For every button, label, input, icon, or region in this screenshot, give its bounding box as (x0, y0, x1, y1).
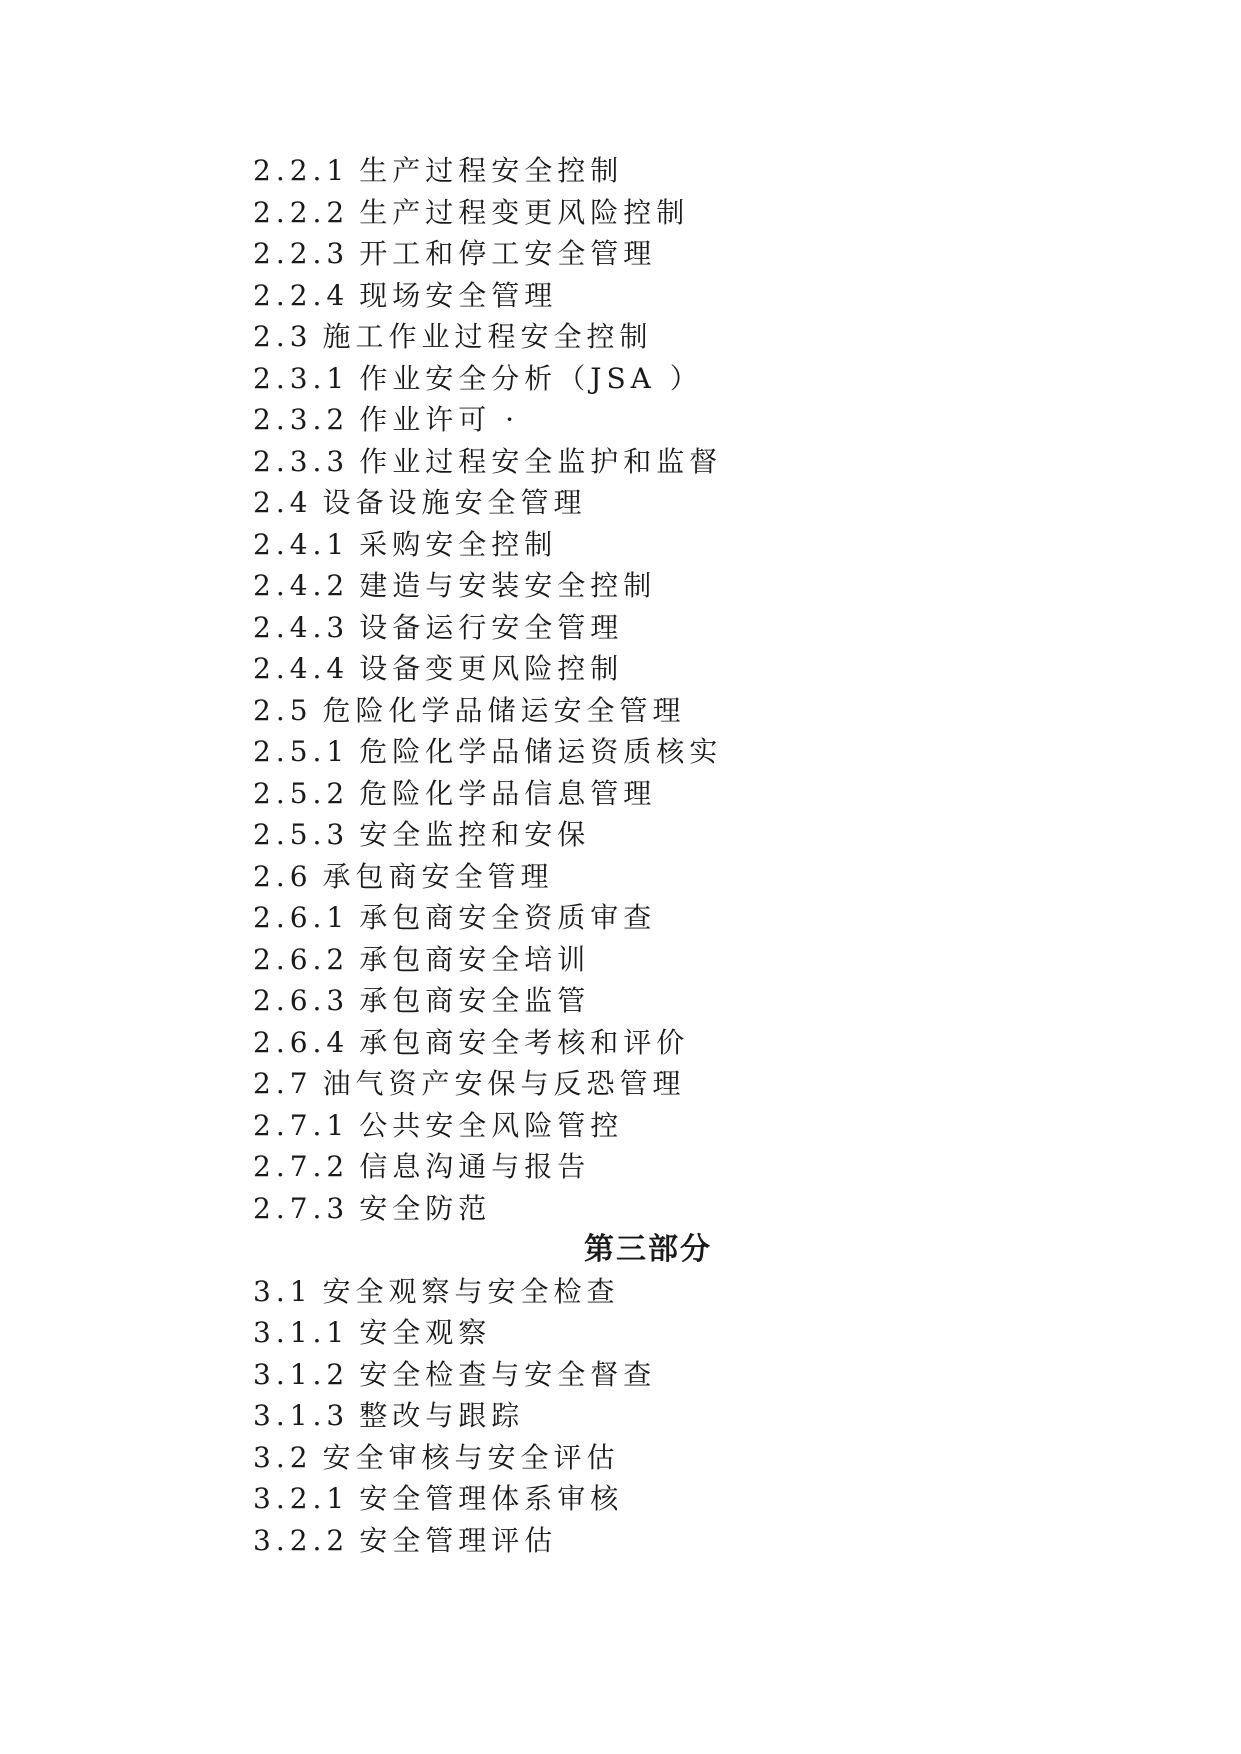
toc-line-number: 3.1 (253, 1274, 313, 1308)
toc-line (253, 1188, 1153, 1230)
toc-line-number: 2.3.2 (253, 403, 350, 436)
toc-line-number: 2.6.4 (253, 1025, 350, 1059)
toc-line (253, 482, 1153, 524)
toc-line (253, 150, 1153, 192)
toc-line (253, 441, 1153, 483)
toc-line (253, 856, 1153, 898)
toc-line-text: 承包商安全监管 (359, 984, 591, 1017)
toc-line-text: 开工和停工安全管理 (359, 237, 657, 270)
table-of-contents (253, 150, 1153, 1561)
toc-line-number: 2.7.1 (253, 1108, 350, 1142)
toc-line-number: 2.6.1 (253, 901, 350, 934)
toc-line (253, 399, 1153, 441)
toc-line (253, 1105, 1153, 1147)
toc-line-text: 作业过程安全监护和监督 (359, 444, 723, 478)
toc-line (253, 980, 1153, 1022)
toc-line-text: 危险化学品储运资质核实 (359, 735, 723, 768)
toc-line (253, 524, 1153, 566)
toc-line-number: 3.1.2 (253, 1357, 350, 1391)
part2-list (253, 150, 1153, 1229)
section-heading-part3: 第三部分 (584, 1232, 712, 1267)
toc-line-text: 建造与安装安全控制 (359, 569, 657, 602)
toc-line (253, 1146, 1153, 1188)
toc-line-text: 施工作业过程安全控制 (322, 320, 653, 353)
toc-line-number: 2.2.2 (253, 195, 350, 229)
toc-line-text: 安全管理体系审核 (359, 1482, 624, 1515)
toc-line-number: 2.2.1 (253, 154, 350, 187)
toc-line-text: 设备变更风险控制 (359, 652, 624, 685)
toc-line-text: 设备运行安全管理 (359, 610, 624, 644)
toc-line-number: 2.6.3 (253, 984, 350, 1017)
toc-line-number: 3.1.1 (253, 1316, 350, 1349)
toc-line (253, 192, 1153, 234)
toc-line-text: 采购安全控制 (359, 527, 558, 561)
toc-line (253, 814, 1153, 856)
toc-line-text: 安全防范 (359, 1191, 492, 1225)
toc-line-number: 2.5 (253, 693, 313, 727)
toc-line (253, 897, 1153, 939)
part3-list (253, 1271, 1153, 1562)
toc-line-text: 作业许可 · (359, 403, 520, 436)
toc-line-text: 生产过程变更风险控制 (359, 195, 690, 229)
toc-line-text: 安全监控和安保 (359, 818, 591, 851)
toc-line (253, 607, 1153, 649)
toc-line (253, 233, 1153, 275)
toc-line-number: 2.5.1 (253, 735, 350, 768)
toc-line (253, 1271, 1153, 1313)
toc-line (253, 939, 1153, 981)
toc-line-text: 安全观察与安全检查 (322, 1274, 620, 1308)
toc-line-text: 生产过程安全控制 (359, 154, 624, 187)
toc-line-number: 2.2.4 (253, 278, 350, 312)
toc-line-text: 设备设施安全管理 (322, 486, 587, 519)
toc-line-number: 2.4 (253, 486, 313, 519)
toc-line-text: 油气资产安保与反恐管理 (322, 1067, 686, 1100)
toc-line-number: 2.6.2 (253, 942, 350, 976)
toc-line-number: 2.6 (253, 859, 313, 893)
toc-line-text: 承包商安全考核和评价 (359, 1025, 690, 1059)
toc-line-number: 2.4.1 (253, 527, 350, 561)
toc-line-number: 2.4.2 (253, 569, 350, 602)
toc-line (253, 1520, 1153, 1562)
toc-line (253, 316, 1153, 358)
toc-line-text: 整改与跟踪 (359, 1399, 525, 1432)
toc-line (253, 648, 1153, 690)
toc-line-text: 危险化学品储运安全管理 (322, 693, 686, 727)
toc-line-number: 3.2 (253, 1440, 313, 1474)
toc-line-number: 2.4.3 (253, 610, 350, 644)
toc-line-text: 安全检查与安全督查 (359, 1357, 657, 1391)
toc-line (253, 1063, 1153, 1105)
toc-line-text: 公共安全风险管控 (359, 1108, 624, 1142)
toc-line (253, 773, 1153, 815)
toc-line-number: 3.2.2 (253, 1523, 350, 1557)
toc-line-text: 作业安全分析（JSA ） (359, 361, 703, 395)
toc-line-number: 2.5.2 (253, 776, 350, 810)
toc-line-text: 安全管理评估 (359, 1523, 558, 1557)
toc-line-number: 2.3.1 (253, 361, 350, 395)
toc-line-number: 3.1.3 (253, 1399, 350, 1432)
toc-line-number: 2.7.2 (253, 1150, 350, 1183)
toc-line (253, 358, 1153, 400)
toc-line-text: 承包商安全资质审查 (359, 901, 657, 934)
toc-line (253, 690, 1153, 732)
toc-line-text: 承包商安全管理 (322, 859, 554, 893)
toc-line-number: 2.5.3 (253, 818, 350, 851)
toc-line (253, 1022, 1153, 1064)
toc-line-text: 安全审核与安全评估 (322, 1440, 620, 1474)
toc-line (253, 275, 1153, 317)
toc-line (253, 1354, 1153, 1396)
toc-line (253, 731, 1153, 773)
toc-line-text: 安全观察 (359, 1316, 492, 1349)
toc-line (253, 1437, 1153, 1479)
toc-line-number: 3.2.1 (253, 1482, 350, 1515)
toc-line (253, 1395, 1153, 1437)
toc-line-text: 承包商安全培训 (359, 942, 591, 976)
toc-line (253, 565, 1153, 607)
toc-line (253, 1478, 1153, 1520)
toc-line-number: 2.4.4 (253, 652, 350, 685)
toc-line-number: 2.3.3 (253, 444, 350, 478)
toc-line-number: 2.7 (253, 1067, 313, 1100)
toc-line-number: 2.3 (253, 320, 313, 353)
toc-line (253, 1312, 1153, 1354)
toc-line-text: 现场安全管理 (359, 278, 558, 312)
toc-line-number: 2.7.3 (253, 1191, 350, 1225)
toc-line-number: 2.2.3 (253, 237, 350, 270)
toc-line-text: 信息沟通与报告 (359, 1150, 591, 1183)
toc-line-text: 危险化学品信息管理 (359, 776, 657, 810)
